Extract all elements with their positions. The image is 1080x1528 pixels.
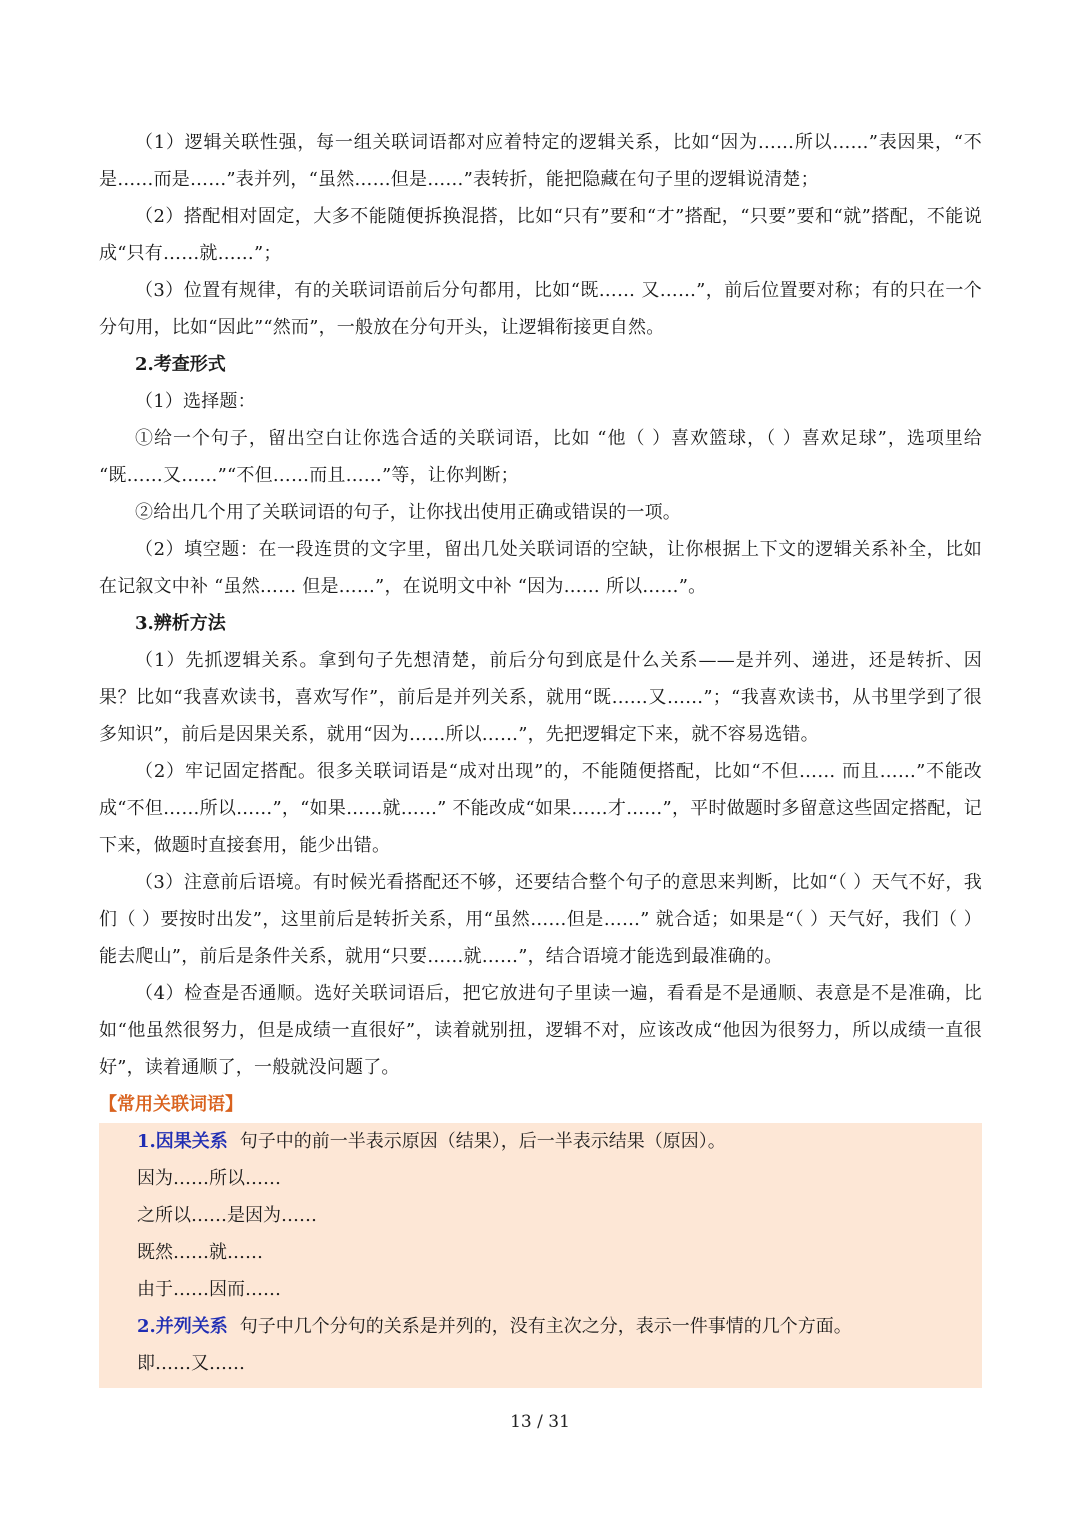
section-heading-methods: 3.辨析方法 xyxy=(135,613,226,634)
section-heading-exam-forms: 2.考查形式 xyxy=(135,354,226,375)
box-desc-causal: 句子中的前一半表示原因（结果），后一半表示结果（原因）。 xyxy=(239,1131,726,1152)
paragraph-choice-2: ②给出几个用了关联词语的句子，让你找出使用正确或错误的一项。 xyxy=(135,502,681,523)
paragraph-method-1: （1）先抓逻辑关系。拿到句子先想清楚，前后分句到底是什么关系——是并列、递进，还是转折、因果？比如“我喜欢读书，喜欢写作”，前后是并列关系，就用“既……又……”；“我喜欢读书，从书里学到了很多知识”，前后是因果关系，就用“因为……所以……”，先把逻辑定下来，就不容易选错。 xyxy=(99,650,982,745)
paragraph-feature-1: （1）逻辑关联性强，每一组关联词语都对应着特定的逻辑关系，比如“因为……所以……”表因果，“不是……而是……”表并列，“虽然……但是……”表转折，能把隐藏在句子里的逻辑说清楚； xyxy=(99,132,982,190)
box-line-causal xyxy=(137,1123,982,1160)
box-item: 因为……所以…… xyxy=(137,1168,281,1189)
common-words-box xyxy=(99,1123,982,1388)
paragraph-fill-blank: （2）填空题：在一段连贯的文字里，留出几处关联词语的空缺，让你根据上下文的逻辑关系补全，比如在记叙文中补 “虽然…… 但是……”，在说明文中补 “因为…… 所以……”。 xyxy=(99,539,982,597)
paragraph-method-4: （4）检查是否通顺。选好关联词语后，把它放进句子里读一遍，看看是不是通顺、表意是不是准确，比如“他虽然很努力，但是成绩一直很好”，读着就别扭，逻辑不对，应该改成“他因为很努力，所以成绩一直很好”，读着通顺了，一般就没问题了。 xyxy=(99,983,982,1078)
page-number: 13 / 31 xyxy=(510,1412,570,1432)
box-heading-parallel: 2.并列关系 xyxy=(137,1316,228,1337)
paragraph-method-3: （3）注意前后语境。有时候光看搭配还不够，还要结合整个句子的意思来判断，比如“（ ）天气不好，我们（ ）要按时出发”，这里前后是转折关系，用“虽然……但是……” 就合适；如果是“（ ）天气好，我们（ ）能去爬山”，前后是条件关系，就用“只要……就……”，结合语境才能选到最准确的。 xyxy=(99,872,982,967)
paragraph-multiple-choice: （1）选择题： xyxy=(135,391,256,412)
box-item: 之所以……是因为…… xyxy=(137,1205,317,1226)
box-heading-causal: 1.因果关系 xyxy=(137,1131,228,1152)
box-line-parallel xyxy=(137,1308,982,1345)
paragraph-choice-1: ①给一个句子，留出空白让你选合适的关联词语，比如 “他（ ）喜欢篮球，（ ）喜欢足球”，选项里给 “既……又……”“不但……而且……”等，让你判断； xyxy=(99,428,982,486)
section-title-common-words: 【常用关联词语】 xyxy=(99,1094,243,1115)
paragraph-feature-3: （3）位置有规律，有的关联词语前后分句都用，比如“既…… 又……”，前后位置要对称；有的只在一个分句用，比如“因此”“然而”，一般放在分句开头，让逻辑衔接更自然。 xyxy=(99,280,982,338)
paragraph-method-2: （2）牢记固定搭配。很多关联词语是“成对出现”的，不能随便搭配，比如“不但…… 而且……”不能改成“不但……所以……”，“如果……就……” 不能改成“如果……才……”，平时做题时多留意这些固定搭配，记下来，做题时直接套用，能少出错。 xyxy=(99,761,982,856)
document-body xyxy=(99,124,982,1388)
box-item: 即……又…… xyxy=(137,1353,245,1374)
paragraph-feature-2: （2）搭配相对固定，大多不能随便拆换混搭，比如“只有”要和“才”搭配，“只要”要和“就”搭配，不能说成“只有……就……”； xyxy=(99,206,982,264)
box-item: 既然……就…… xyxy=(137,1242,263,1263)
box-item: 由于……因而…… xyxy=(137,1279,281,1300)
box-desc-parallel: 句子中几个分句的关系是并列的，没有主次之分，表示一件事情的几个方面。 xyxy=(239,1316,852,1337)
